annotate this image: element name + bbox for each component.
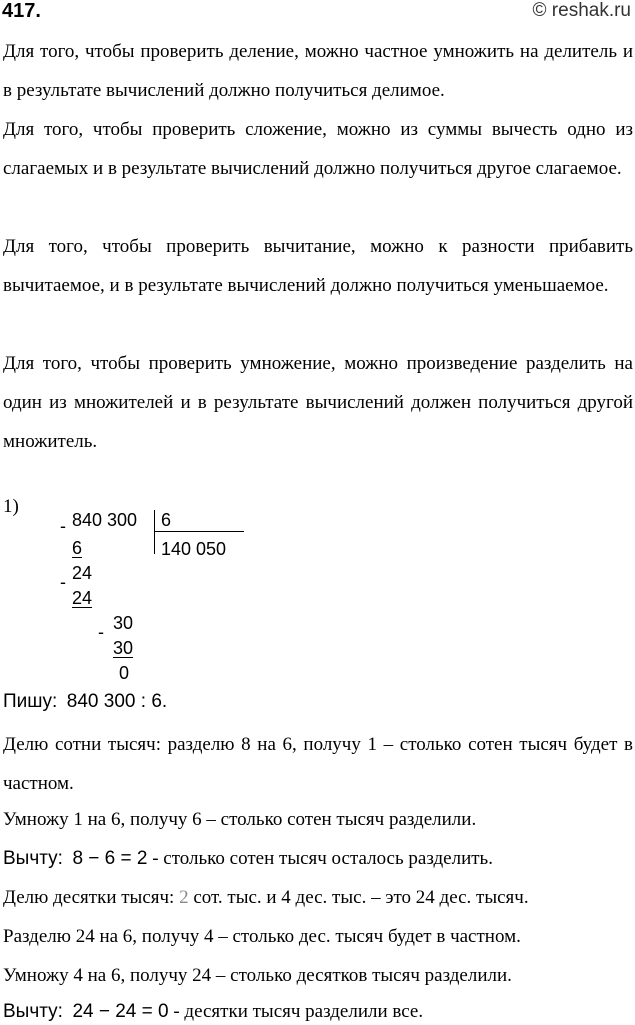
minus-sign: - xyxy=(98,622,104,642)
tens-of-thousands-intro: Делю десятки тысяч: xyxy=(3,887,175,908)
write-line xyxy=(3,690,167,714)
write-expression: 840 300 : 6. xyxy=(66,691,168,712)
divisor: 6 xyxy=(161,510,172,530)
division-horizontal-line xyxy=(154,531,244,532)
paragraph-subtraction-check: Для того, чтобы проверить вычитание, можно к разности прибавить вычитаемое, и в результате вычислений должно получиться уменьшаемое. xyxy=(3,236,633,296)
carry-digit: 2 xyxy=(179,887,189,908)
explanation-line-3 xyxy=(3,847,493,871)
step-subtrahend-3: 30 xyxy=(113,638,134,658)
explanation-line-1: Делю сотни тысяч: разделю 8 на 6, получу 1 – столько сотен тысяч будет в частном. xyxy=(3,734,633,794)
quotient: 140 050 xyxy=(161,539,227,559)
exercise-number: 417. xyxy=(2,0,41,22)
explanation-line-5: Разделю 24 на 6, получу 4 – столько дес. тысяч будет в частном. xyxy=(3,926,521,947)
step-partial-2: 24 xyxy=(72,563,93,583)
paragraph-division-check: Для того, чтобы проверить деление, можно частное умножить на делитель и в результате вычислений должно получиться делимое. xyxy=(3,41,633,101)
subtract-prefix: Вычту: xyxy=(3,848,63,869)
step-subtrahend-2: 24 xyxy=(72,588,93,608)
explanation-line-7 xyxy=(3,1000,423,1024)
minus-sign: - xyxy=(60,516,66,536)
subtract-prefix-2: Вычту: xyxy=(3,1001,63,1022)
explanation-line-4 xyxy=(3,886,529,910)
write-prefix: Пишу: xyxy=(3,691,58,712)
subtract-expression: 8 − 6 = 2 xyxy=(72,848,148,869)
minus-sign: - xyxy=(60,572,66,592)
subtract-rest: - столько сотен тысяч осталось разделить. xyxy=(152,848,493,869)
division-vertical-line xyxy=(154,510,155,554)
header xyxy=(0,0,635,28)
paragraph-addition-check: Для того, чтобы проверить сложение, можно из суммы вычесть одно из слагаемых и в результате вычислений должно получиться другое слагаемое. xyxy=(3,119,633,179)
subtract-expression-2: 24 − 24 = 0 xyxy=(72,1001,169,1022)
step-subtrahend-1: 6 xyxy=(72,538,83,558)
subtract-rest-2: - десятки тысяч разделили все. xyxy=(173,1001,424,1022)
explanation-line-6: Умножу 4 на 6, получу 24 – столько десятков тысяч разделили. xyxy=(3,965,512,986)
item-label: 1) xyxy=(3,496,19,517)
site-watermark: © reshak.ru xyxy=(532,0,631,21)
dividend: 840 300 xyxy=(72,510,138,530)
remainder: 0 xyxy=(119,663,130,683)
paragraph-multiplication-check: Для того, чтобы проверить умножение, можно произведение разделить на один из множителей и в результате вычислений должен получиться другой множитель. xyxy=(3,353,633,452)
explanation-line-2: Умножу 1 на 6, получу 6 – столько сотен тысяч разделили. xyxy=(3,809,477,830)
tens-of-thousands-rest: сот. тыс. и 4 дес. тыс. – это 24 дес. тысяч. xyxy=(193,887,529,908)
step-partial-3: 30 xyxy=(113,613,134,633)
